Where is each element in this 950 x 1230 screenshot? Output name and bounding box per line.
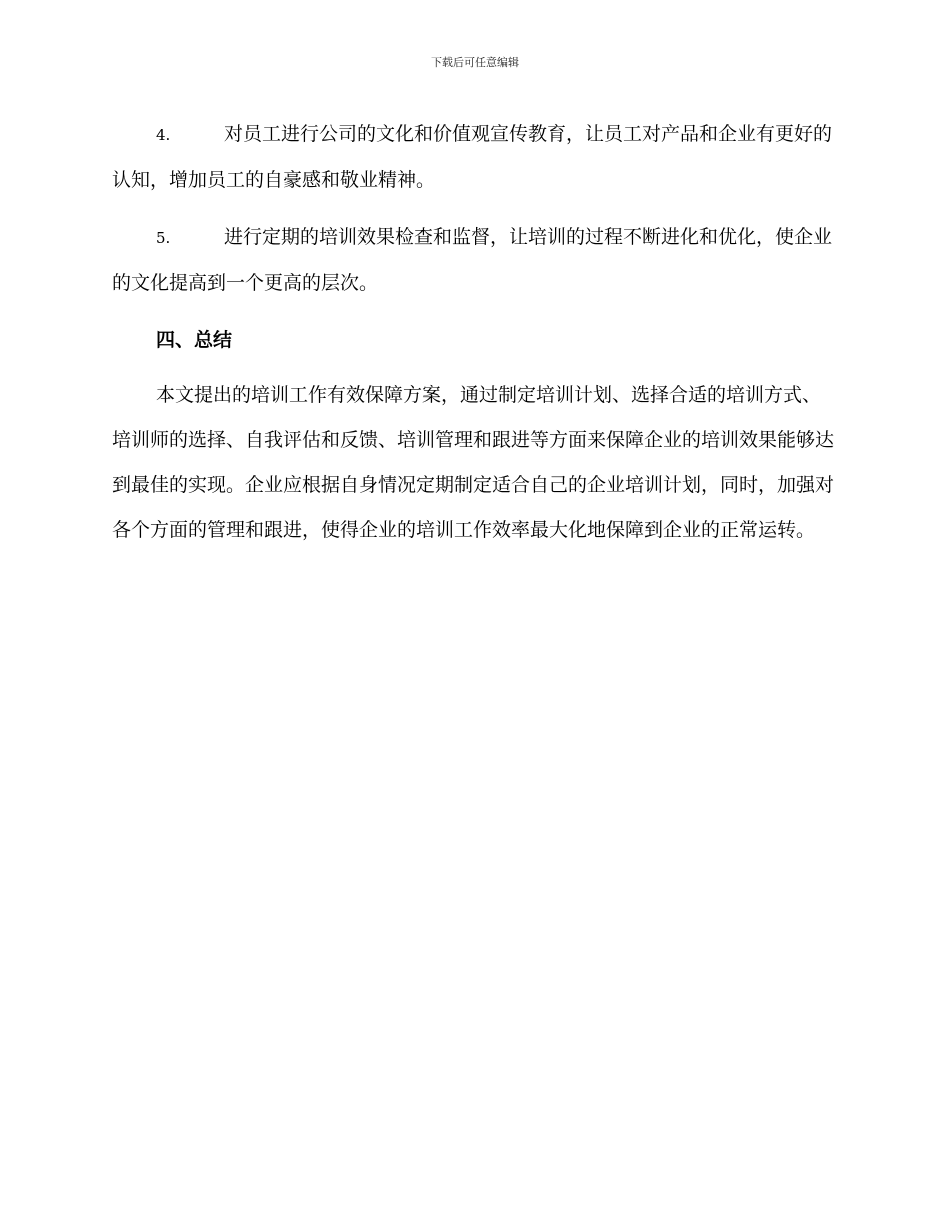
list-item-text: 进行定期的培训效果检查和监督，让培训的过程不断进化和优化，使企业的文化提高到一个更高的层次。 <box>112 226 833 294</box>
list-item-number: 4. <box>156 126 171 144</box>
summary-paragraph: 本文提出的培训工作有效保障方案，通过制定培训计划、选择合适的培训方式、培训师的选择、自我评估和反馈、培训管理和跟进等方面来保障企业的培训效果能够达到最佳的实现。企业应根据自身情况定期制定适合自己的企业培训计划，同时，加强对各个方面的管理和跟进，使得企业的培训工作效率最大化地保障到企业的正常运转。 <box>112 384 835 541</box>
section-heading: 四、总结 <box>156 329 233 351</box>
list-item <box>112 112 836 203</box>
list-item-number: 5. <box>156 229 171 247</box>
page-header: 下载后可任意编辑 <box>431 56 519 69</box>
list-item-text: 对员工进行公司的文化和价值观宣传教育，让员工对产品和企业有更好的认知，增加员工的自豪感和敬业精神。 <box>112 123 833 191</box>
list-item <box>112 215 836 306</box>
document-body <box>112 112 836 553</box>
